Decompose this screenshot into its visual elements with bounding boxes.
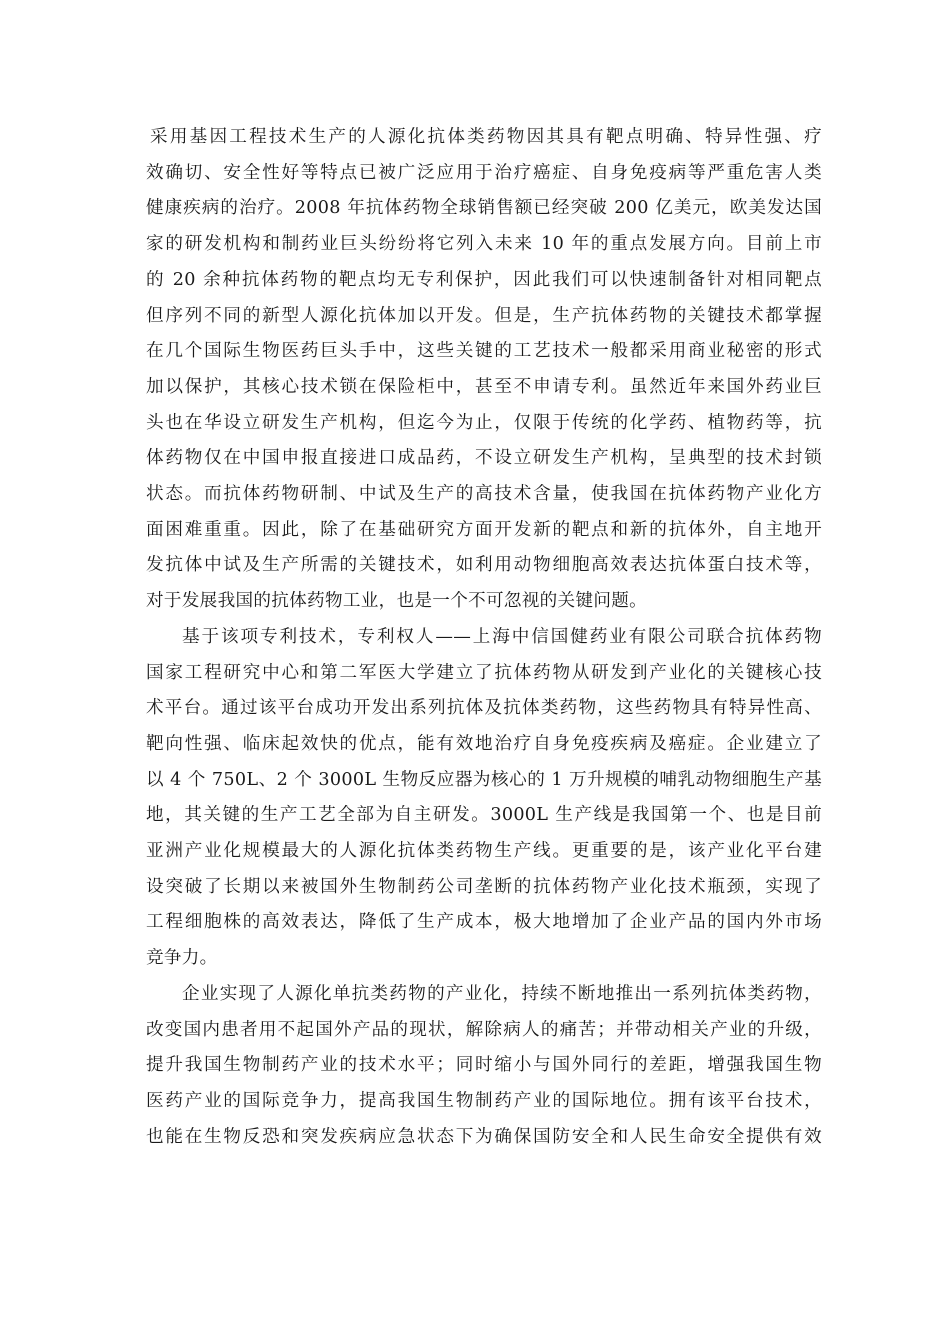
- text-line: 采用基因工程技术生产的人源化抗体类药物因其具有靶点明确、特异性强、疗: [150, 127, 822, 147]
- text-line: 以 4 个 750L、2 个 3000L 生物反应器为核心的 1 万升规模的哺乳动物细胞生产基: [146, 769, 822, 790]
- paragraph-2: [146, 620, 822, 977]
- text-line: 加以保护，其核心技术锁在保险柜中，甚至不申请专利。虽然近年来国外药业巨: [146, 376, 822, 397]
- text-line: 亚洲产业化规模最大的人源化抗体类药物生产线。更重要的是，该产业化平台建: [146, 841, 822, 862]
- text-line: 设突破了长期以来被国外生物制药公司垄断的抗体药物产业化技术瓶颈，实现了: [146, 876, 822, 897]
- paragraph-1: [146, 120, 822, 620]
- text-line: 改变国内患者用不起国外产品的现状，解除病人的痛苦；并带动相关产业的升级，: [146, 1019, 822, 1040]
- text-line: 体药物仅在中国申报直接进口成品药，不设立研发生产机构，呈典型的技术封锁: [146, 448, 822, 469]
- text-line: 发抗体中试及生产所需的关键技术，如利用动物细胞高效表达抗体蛋白技术等，: [146, 555, 822, 576]
- paragraph-3: [146, 977, 822, 1156]
- text-line: 工程细胞株的高效表达，降低了生产成本，极大地增加了企业产品的国内外市场: [146, 912, 822, 933]
- document-body: [146, 120, 822, 1155]
- text-line: 地，其关键的生产工艺全部为自主研发。3000L 生产线是我国第一个、也是目前: [146, 805, 822, 826]
- text-line: 靶向性强、临床起效快的优点，能有效地治疗自身免疫疾病及癌症。企业建立了: [146, 733, 822, 754]
- text-line: 医药产业的国际竞争力，提高我国生物制药产业的国际地位。拥有该平台技术，: [146, 1090, 822, 1111]
- text-line: 状态。而抗体药物研制、中试及生产的高技术含量，使我国在抗体药物产业化方: [146, 484, 822, 505]
- text-line: 但序列不同的新型人源化抗体加以开发。但是，生产抗体药物的关键技术都掌握: [146, 305, 822, 326]
- text-line: 在几个国际生物医药巨头手中，这些关键的工艺技术一般都采用商业秘密的形式: [146, 341, 822, 362]
- text-line: 面困难重重。因此，除了在基础研究方面开发新的靶点和新的抗体外，自主地开: [146, 519, 822, 540]
- text-line: 提升我国生物制药产业的技术水平；同时缩小与国外同行的差距，增强我国生物: [146, 1055, 822, 1076]
- text-line: 对于发展我国的抗体药物工业，也是一个不可忽视的关键问题。: [146, 591, 648, 612]
- text-line: 企业实现了人源化单抗类药物的产业化，持续不断地推出一系列抗体类药物，: [182, 983, 822, 1004]
- text-line: 竞争力。: [146, 948, 218, 969]
- text-line: 的 20 余种抗体药物的靶点均无专利保护，因此我们可以快速制备针对相同靶点: [146, 269, 822, 290]
- text-line: 效确切、安全性好等特点已被广泛应用于治疗癌症、自身免疫病等严重危害人类: [146, 162, 822, 183]
- text-line: 健康疾病的治疗。2008 年抗体药物全球销售额已经突破 200 亿美元，欧美发达国: [146, 198, 822, 219]
- text-line: 基于该项专利技术，专利权人——上海中信国健药业有限公司联合抗体药物: [182, 626, 822, 647]
- text-line: 头也在华设立研发生产机构，但迄今为止，仅限于传统的化学药、植物药等，抗: [146, 412, 822, 433]
- text-line: 家的研发机构和制药业巨头纷纷将它列入未来 10 年的重点发展方向。目前上市: [146, 234, 822, 255]
- text-line: 术平台。通过该平台成功开发出系列抗体及抗体类药物，这些药物具有特异性高、: [146, 698, 822, 719]
- text-line: 国家工程研究中心和第二军医大学建立了抗体药物从研发到产业化的关键核心技: [146, 662, 822, 683]
- text-line: 也能在生物反恐和突发疾病应急状态下为确保国防安全和人民生命安全提供有效: [146, 1126, 822, 1147]
